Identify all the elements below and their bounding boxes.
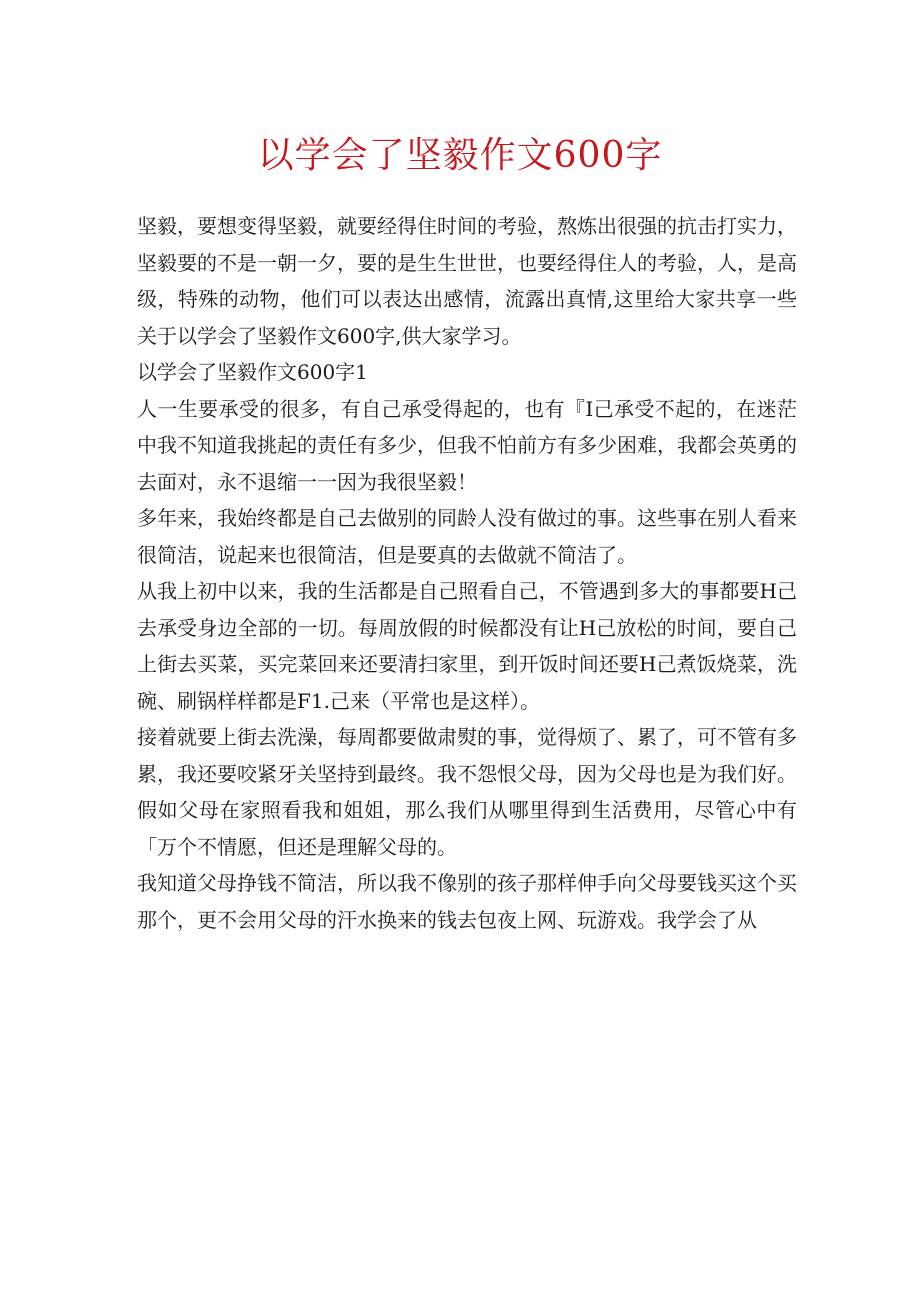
paragraph: 接着就要上街去洗澡，每周都要做肃熨的事，觉得烦了、累了，可不管有多累，我还要咬紧牙关坚持到最终。我不怨恨父母，因为父母也是为我们好。假如父母在家照看我和姐姐，那么我们从哪里得到生活费用，尽管心中有「万个不情愿，但还是理解父母的。 [137,725,797,859]
paragraph: 我知道父母挣钱不简洁，所以我不像别的孩子那样伸手向父母要钱买这个买那个，更不会用父母的汗水换来的钱去包夜上网、玩游戏。我学会了从 [137,871,797,932]
paragraph: 人一生要承受的很多，有自己承受得起的，也有『I己承受不起的，在迷茫中我不知道我挑起的责任有多少，但我不怕前方有多少困难，我都会英勇的去面对，永不退缩一一因为我很坚毅！ [137,396,797,494]
paragraph: 从我上初中以来，我的生活都是自己照看自己，不管遇到多大的事都要H己去承受身边全部的一切。每周放假的时候都没有让H己放松的时间，要自己上街去买菜，买完菜回来还要清扫家里，到开饭时间还要H己煮饭烧菜，洗碗、刷锅样样都是F1.己来（平常也是这样）。 [137,579,797,713]
paragraph: 多年来，我始终都是自己去做别的同龄人没有做过的事。这些事在别人看来很简洁，说起来也很简洁，但是要真的去做就不简洁了。 [137,506,797,567]
document-title: 以学会了坚毅作文600字 [257,135,663,176]
document-body [137,208,797,938]
paragraph-intro: 坚毅，要想变得坚毅，就要经得住时间的考验，熬炼出很强的抗击打实力，坚毅要的不是一朝一夕，要的是生生世世，也要经得住人的考验，人，是高级，特殊的动物，他们可以表达出感情，流露出真情,这里给大家共享一些关于以学会了坚毅作文600字,供大家学习。 [137,214,797,348]
section-heading: 以学会了坚毅作文600字1 [137,360,368,384]
